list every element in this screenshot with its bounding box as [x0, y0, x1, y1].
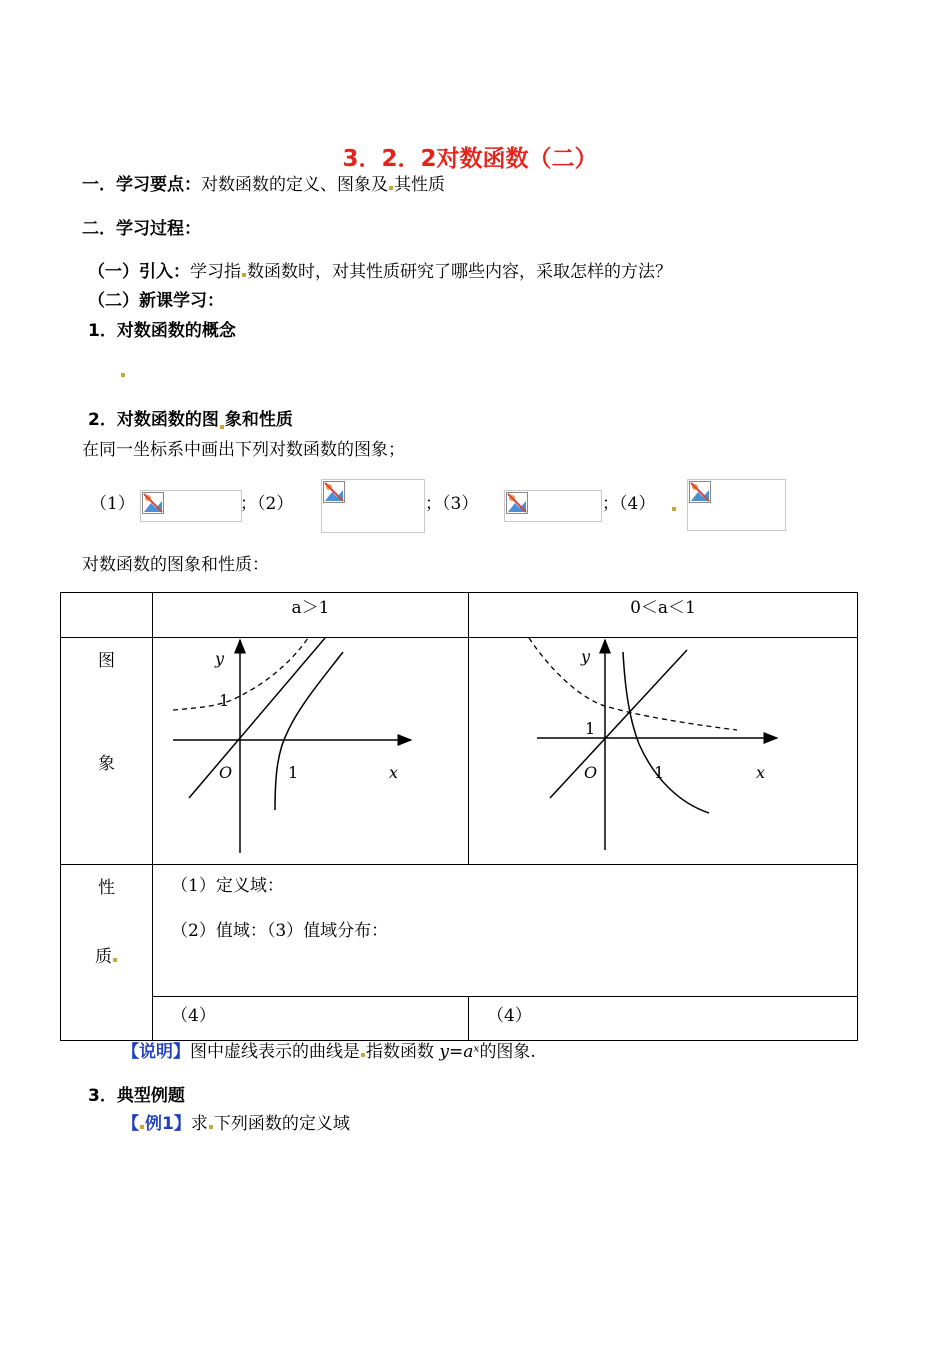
label-x: x: [389, 763, 399, 782]
graph-a-greater-1: [153, 638, 468, 859]
label-one-x: 1: [654, 763, 665, 782]
row-label-prop-2-wrap: [61, 942, 152, 967]
new-lesson-heading: （二）新课学习：: [88, 291, 224, 311]
item2-heading: [88, 409, 293, 431]
mark-dot: [209, 1125, 213, 1129]
header-a-between-0-1: 0＜a＜1: [469, 593, 858, 638]
example1-text-a: 求: [190, 1114, 208, 1134]
note-text-c: 的图象.: [479, 1042, 536, 1062]
figure-image-3: [504, 490, 602, 522]
properties-table: [60, 592, 858, 1041]
figure-label-4: ；（4）: [602, 494, 656, 514]
mark-dot: [389, 186, 393, 190]
graph-cell-a-between-0-1: [469, 638, 858, 865]
intro-paragraph: [88, 261, 672, 283]
label-one-x: 1: [288, 763, 299, 782]
item3-heading: 3．典型例题: [88, 1086, 185, 1106]
broken-image-icon: [506, 492, 528, 514]
properties-cell: [153, 865, 858, 997]
broken-image-icon: [323, 481, 345, 503]
example1-label-open: 【: [122, 1114, 139, 1134]
example1-line: [122, 1113, 350, 1135]
prop-right-cell: [469, 997, 858, 1041]
figure-image-4: [687, 479, 786, 531]
log-curve: [275, 652, 343, 810]
mark-dot: [140, 1125, 144, 1129]
intro-text-2: 数函数时，对其性质研究了哪些内容，采取怎样的方法？: [247, 262, 672, 282]
section-label: 一．学习要点：: [82, 175, 201, 195]
prop-left-cell: [153, 997, 469, 1041]
intro-text: 学习指: [190, 262, 241, 282]
line-y-equals-x: [550, 650, 687, 798]
section-learning-points: [82, 174, 445, 196]
note-text-a: 图中虚线表示的曲线是: [190, 1042, 360, 1062]
label-y: y: [215, 649, 225, 668]
mark-dot: [242, 273, 246, 277]
exp-curve-dashed: [529, 638, 737, 730]
page-title: 3．2．2对数函数（二）: [342, 146, 598, 172]
figure-label-2: ；（2）: [240, 494, 294, 514]
prop-right-4: （4）: [487, 1006, 532, 1026]
label-y: y: [581, 647, 591, 666]
broken-image-icon: [142, 492, 164, 514]
item1-heading: 1．对数函数的概念: [88, 321, 236, 341]
item2-heading-a: 2．对数函数的图: [88, 410, 219, 430]
figure-image-2: [321, 479, 425, 533]
row-label-prop-1: 性: [98, 878, 115, 898]
section-learning-process: 二．学习过程：: [82, 219, 201, 239]
row-label-graph-2: 象: [98, 754, 115, 774]
line-y-equals-x: [189, 638, 325, 798]
mark-dot: [121, 373, 125, 377]
instruction-text: 在同一坐标系中画出下列对数函数的图象；: [82, 440, 405, 460]
mark-dot: [361, 1053, 365, 1057]
intro-label: （一）引入：: [88, 262, 190, 282]
example1-text-b: 下列函数的定义域: [213, 1114, 350, 1134]
row-label-graph-1: 图: [98, 651, 115, 671]
label-origin: O: [219, 763, 233, 782]
example1-label-num: 例1】: [145, 1114, 191, 1134]
section-text-2: 其性质: [394, 175, 445, 195]
header-a-greater-1: a＞1: [153, 593, 469, 638]
figure-label-3: ；（3）: [425, 494, 479, 514]
prop-domain: （1）定义域：: [171, 876, 284, 896]
section-text: 对数函数的定义、图象及: [201, 175, 388, 195]
row-label-graph: [61, 638, 153, 865]
mark-dot: [113, 958, 117, 962]
label-one-y: 1: [219, 691, 230, 710]
figure-label-1: （1）: [90, 494, 135, 514]
note-func: y=aˣ: [439, 1042, 480, 1062]
log-curve: [623, 652, 709, 813]
graph-a-between-0-1: [469, 638, 857, 859]
graph-cell-a-greater-1: [153, 638, 469, 865]
prop-range: （2）值域：（3）值域分布：: [171, 921, 389, 941]
broken-image-icon: [689, 481, 711, 503]
prop-left-4: （4）: [171, 1006, 216, 1026]
mark-dot: [220, 425, 224, 429]
label-origin: O: [584, 763, 598, 782]
row-label-prop-2: 质: [95, 947, 112, 967]
label-x: x: [756, 763, 766, 782]
note-paragraph: [122, 1041, 536, 1063]
item2-heading-b: 象和性质: [224, 410, 293, 430]
mark-dot: [672, 507, 676, 511]
note-text-b: 指数函数: [366, 1042, 440, 1062]
figure-image-1: [140, 490, 242, 522]
table-intro: 对数函数的图象和性质：: [82, 555, 269, 575]
row-label-properties: [61, 865, 153, 1041]
label-one-y: 1: [585, 719, 596, 738]
table-corner-cell: [61, 593, 153, 638]
note-label: 【说明】: [122, 1042, 190, 1062]
